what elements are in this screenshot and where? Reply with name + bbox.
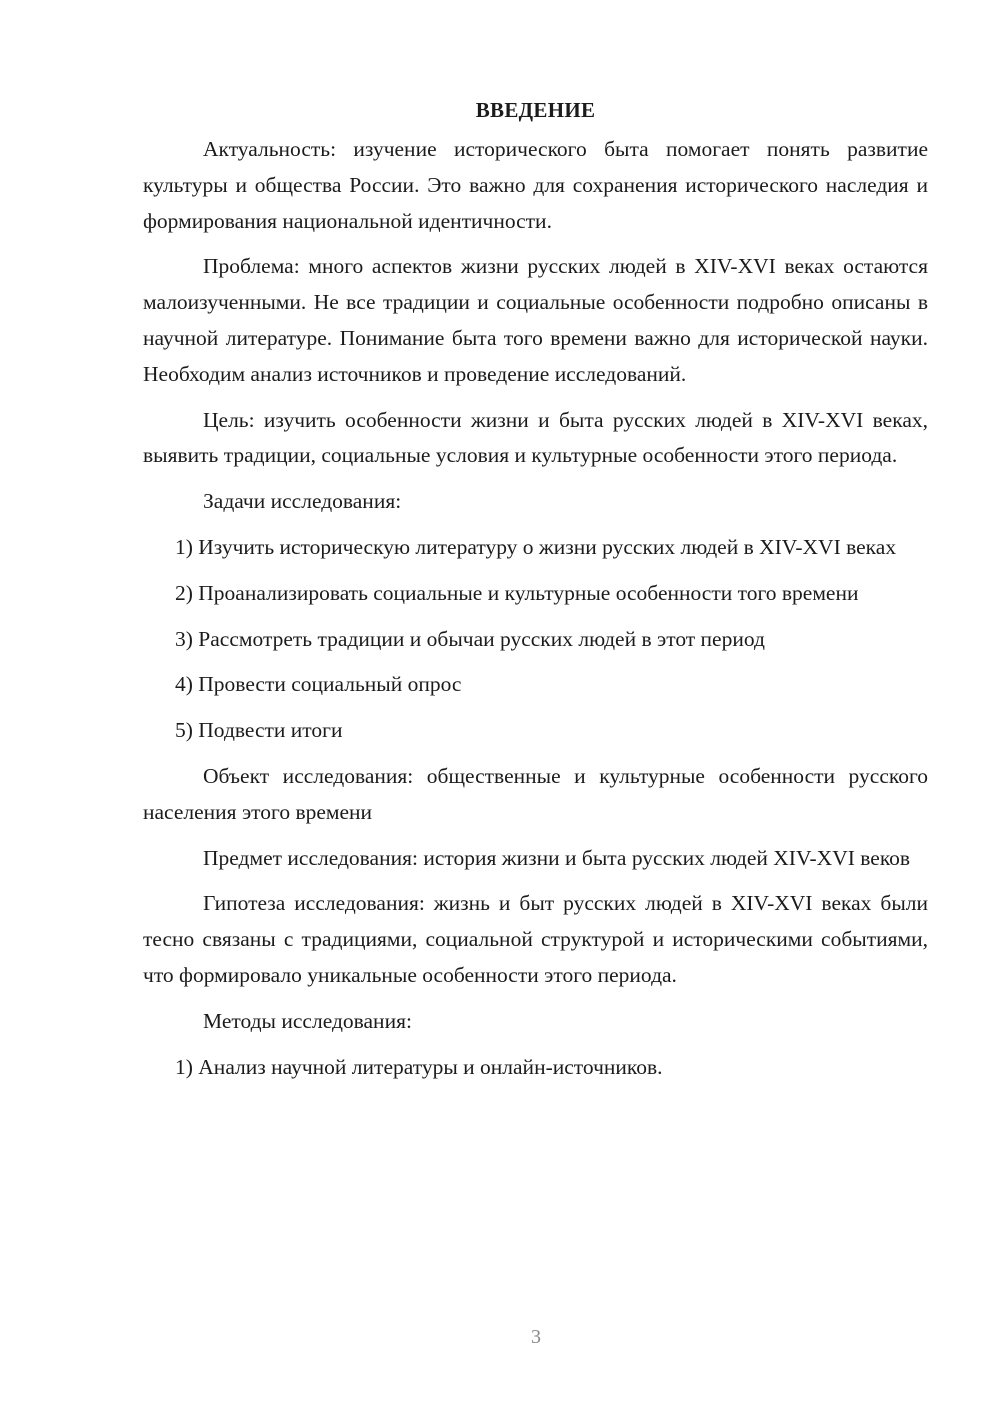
task-item-1: 1) Изучить историческую литературу о жизни русских людей в XIV-XVI веках [175, 534, 897, 559]
hypothesis-paragraph: Гипотеза исследования: жизнь и быт русских людей в XIV-XVI веках были тесно связаны с традициями, социальной структурой и историческими событиями, что формировало уникальные особенности этого периода. [143, 891, 928, 987]
subject-paragraph: Предмет исследования: история жизни и быта русских людей XIV-XVI веков [203, 845, 911, 870]
page-title: ВВЕДЕНИЕ [475, 98, 596, 122]
task-item-5: 5) Подвести итоги [175, 718, 343, 743]
methods-list [143, 1050, 928, 1086]
document-page [143, 92, 928, 1095]
method-item-1: 1) Анализ научной литературы и онлайн-источников. [175, 1054, 663, 1079]
page-number: 3 [531, 1326, 541, 1348]
methods-title: Методы исследования: [203, 1008, 412, 1033]
tasks-list [143, 530, 928, 749]
task-item-3: 3) Рассмотреть традиции и обычаи русских людей в этот период [175, 626, 765, 651]
object-paragraph: Объект исследования: общественные и культурные особенности русского населения этого времени [143, 763, 928, 824]
task-item-2: 2) Проанализировать социальные и культурные особенности того времени [175, 580, 859, 605]
task-item-4: 4) Провести социальный опрос [175, 672, 462, 697]
problem-paragraph: Проблема: много аспектов жизни русских людей в XIV-XVI веках остаются малоизученными. Не все традиции и социальные особенности подробно описаны в научной литературе. Понимание быта того времени важно для исторической науки. Необходим анализ источников и проведение исследований. [143, 254, 928, 386]
goal-paragraph: Цель: изучить особенности жизни и быта русских людей в XIV-XVI веках, выявить традиции, социальные условия и культурные особенности этого периода. [143, 407, 928, 468]
tasks-title: Задачи исследования: [203, 489, 402, 514]
relevance-paragraph: Актуальность: изучение исторического быта помогает понять развитие культуры и общества России. Это важно для сохранения исторического наследия и формирования национальной идентичности. [143, 137, 928, 233]
